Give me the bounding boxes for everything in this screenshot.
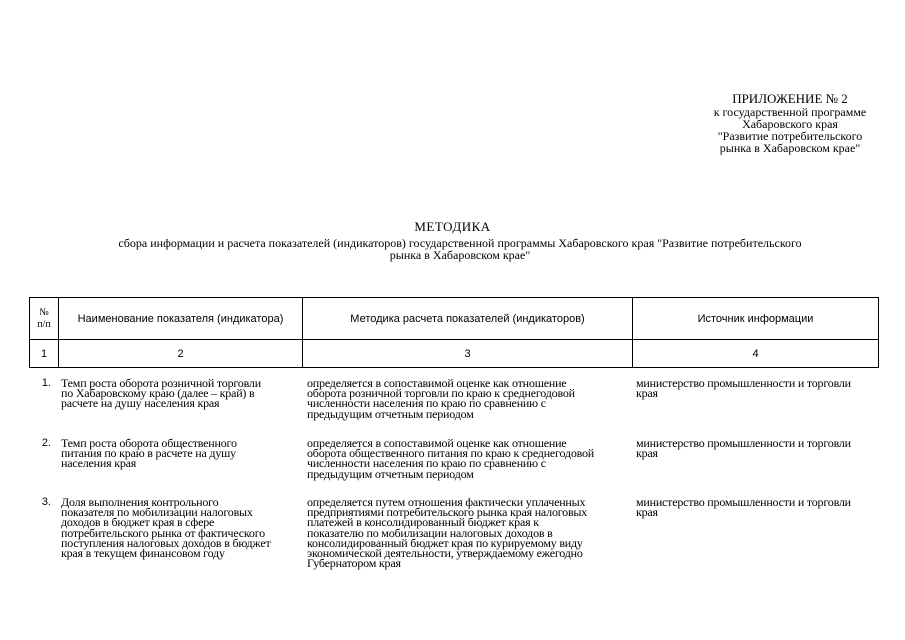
text-line: определяется в сопоставимой оценке как отношение (307, 376, 567, 390)
header-method: Методика расчета показателей (индикаторов) (303, 298, 633, 340)
row-number: 1. (41, 377, 51, 389)
subtitle-line: сбора информации и расчета показателей (индикаторов) государственной программы Хабаровского края "Развитие потребительского (118, 236, 802, 250)
appendix-line: Хабаровского края (742, 117, 838, 131)
text-line: края (636, 505, 658, 520)
row-source (636, 436, 876, 461)
text-line: показателю по мобилизации налоговых доходов в (307, 525, 553, 540)
text-line: края (636, 446, 658, 461)
text-line: численности населения по краю по сравнению с (307, 396, 546, 411)
header-num (30, 298, 59, 340)
text-line: платежей в консолидированный бюджет края к (307, 515, 539, 530)
text-line: питания по краю в расчете на душу (61, 446, 236, 461)
text-line: определяется путем отношения фактически уплаченных (307, 495, 586, 509)
appendix-block (680, 92, 900, 154)
text-line: доходов в бюджет края в сфере (61, 515, 215, 530)
text-line: предыдущим отчетным периодом (307, 466, 474, 481)
text-line: Доля выполнения контрольного (61, 495, 219, 509)
column-number: 4 (633, 340, 879, 368)
row-source (636, 495, 876, 520)
column-number: 1 (30, 340, 59, 368)
appendix-title: ПРИЛОЖЕНИЕ № 2 (732, 91, 848, 106)
row-method (307, 438, 632, 479)
row-indicator (61, 495, 301, 561)
column-number: 3 (303, 340, 633, 368)
header-indicator: Наименование показателя (индикатора) (59, 298, 303, 340)
text-line: потребительского рынка от фактического (61, 525, 265, 540)
appendix-line: к государственной программе (713, 105, 867, 119)
row-indicator (61, 378, 301, 409)
text-line: экономической деятельности, утверждаемому ежегодно (307, 546, 583, 561)
text-line: по Хабаровскому краю (далее – край) в (61, 386, 255, 401)
text-line: предыдущим отчетным периодом (307, 406, 474, 421)
text-line: министерство промышленности и торговли (636, 436, 851, 450)
text-line: Темп роста оборота общественного (61, 436, 237, 450)
text-line: предприятиями потребительского рынка края налоговых (307, 505, 588, 520)
text-line: края в текущем финансовом году (61, 546, 225, 561)
row-indicator (61, 438, 301, 469)
text-line: консолидированный бюджет края по курируемому виду (307, 535, 583, 550)
document-subtitle (110, 237, 810, 261)
row-method (307, 378, 632, 419)
header-source: Источник информации (633, 298, 879, 340)
row-number: 3. (41, 496, 51, 508)
text-line: оборота розничной торговли по краю к среднегодовой (307, 386, 575, 401)
header-num-line: № (39, 306, 49, 318)
row-number: 2. (41, 437, 51, 449)
text-line: показателя по мобилизации налоговых (61, 505, 253, 520)
appendix-line: рынка в Хабаровском крае" (719, 141, 861, 155)
text-line: оборота общественного питания по краю к среднегодовой (307, 446, 595, 461)
text-line: министерство промышленности и торговли (636, 495, 851, 509)
table-header (29, 297, 878, 368)
text-line: края (636, 386, 658, 401)
row-source (636, 376, 876, 401)
header-num-line: п/п (37, 318, 51, 330)
document-title: МЕТОДИКА (414, 219, 491, 234)
text-line: расчете на душу населения края (61, 396, 220, 411)
column-number: 2 (59, 340, 303, 368)
subtitle-line: рынка в Хабаровском крае" (389, 248, 531, 262)
text-line: Губернатором края (307, 556, 401, 571)
text-line: Темп роста оборота розничной торговли (61, 376, 261, 390)
text-line: министерство промышленности и торговли (636, 376, 851, 390)
appendix-line: "Развитие потребительского (717, 129, 863, 143)
row-method (307, 495, 632, 571)
text-line: поступления налоговых доходов в бюджет (61, 535, 271, 550)
text-line: определяется в сопоставимой оценке как отношение (307, 436, 567, 450)
text-line: численности населения по краю по сравнению с (307, 456, 546, 471)
text-line: населения края (61, 456, 137, 471)
